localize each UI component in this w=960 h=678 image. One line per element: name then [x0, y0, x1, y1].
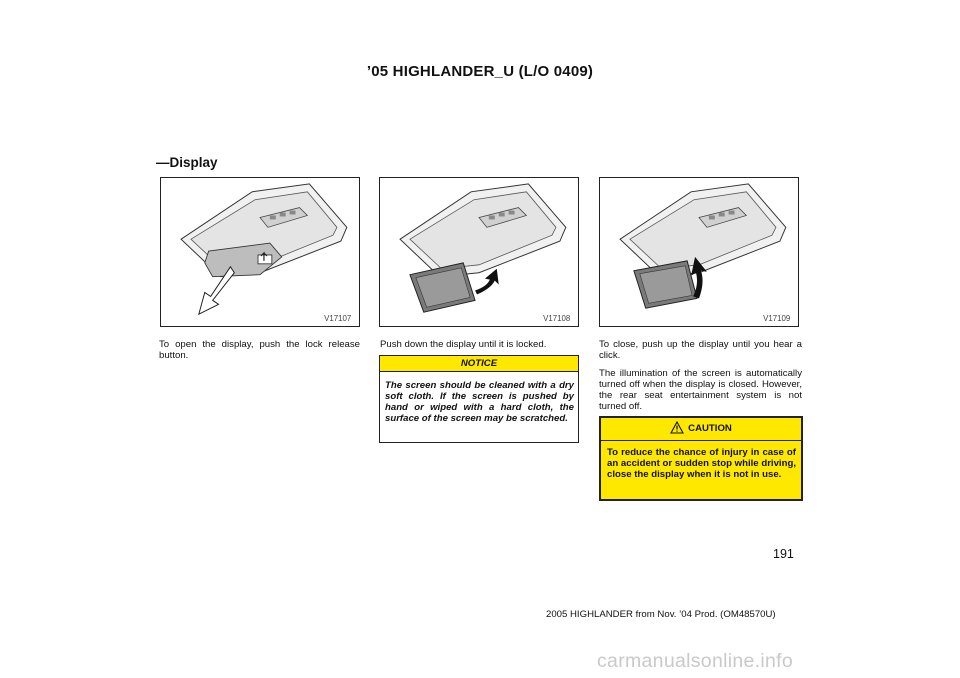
figure-code: V17107	[324, 314, 352, 324]
paragraph-close-display: To close, push up the display until you hear a click.	[599, 339, 802, 361]
document-header: ’05 HIGHLANDER_U (L/O 0409)	[366, 63, 594, 80]
caution-heading: CAUTION	[688, 423, 732, 434]
paragraph-illumination: The illumination of the screen is automatically turned off when the display is closed. However, the rear seat entertainment system is not turned off.	[599, 368, 802, 412]
caption-open-display: To open the display, push the lock release button.	[159, 339, 360, 361]
ceiling-display-lock-release-illustration	[161, 178, 359, 326]
notice-box	[379, 355, 579, 443]
figure-code: V17109	[763, 314, 791, 324]
right-column-text	[599, 339, 802, 419]
footer-text: 2005 HIGHLANDER from Nov. ’04 Prod. (OM48570U)	[546, 609, 776, 620]
figure-push-up-display	[599, 177, 799, 327]
caption-push-down: Push down the display until it is locked.	[380, 339, 547, 350]
figure-code: V17108	[543, 314, 571, 324]
ceiling-display-push-down-illustration	[380, 178, 578, 326]
watermark: carmanualsonline.info	[597, 650, 793, 672]
notice-body: The screen should be cleaned with a dry soft cloth. If the screen is pushed by hand or wiped with a hard cloth, the surface of the screen may be scratched.	[385, 380, 574, 424]
notice-heading: NOTICE	[380, 356, 578, 372]
page-number: 191	[773, 547, 794, 561]
ceiling-display-push-up-illustration	[600, 178, 798, 326]
section-heading: —Display	[156, 155, 218, 170]
warning-triangle-icon	[670, 421, 684, 434]
caution-header	[601, 418, 801, 441]
caution-body: To reduce the chance of injury in case of an accident or sudden stop while driving, close the display when it is not in use.	[607, 447, 796, 480]
figure-open-display	[160, 177, 360, 327]
caution-box	[599, 416, 803, 501]
figure-push-down-display	[379, 177, 579, 327]
